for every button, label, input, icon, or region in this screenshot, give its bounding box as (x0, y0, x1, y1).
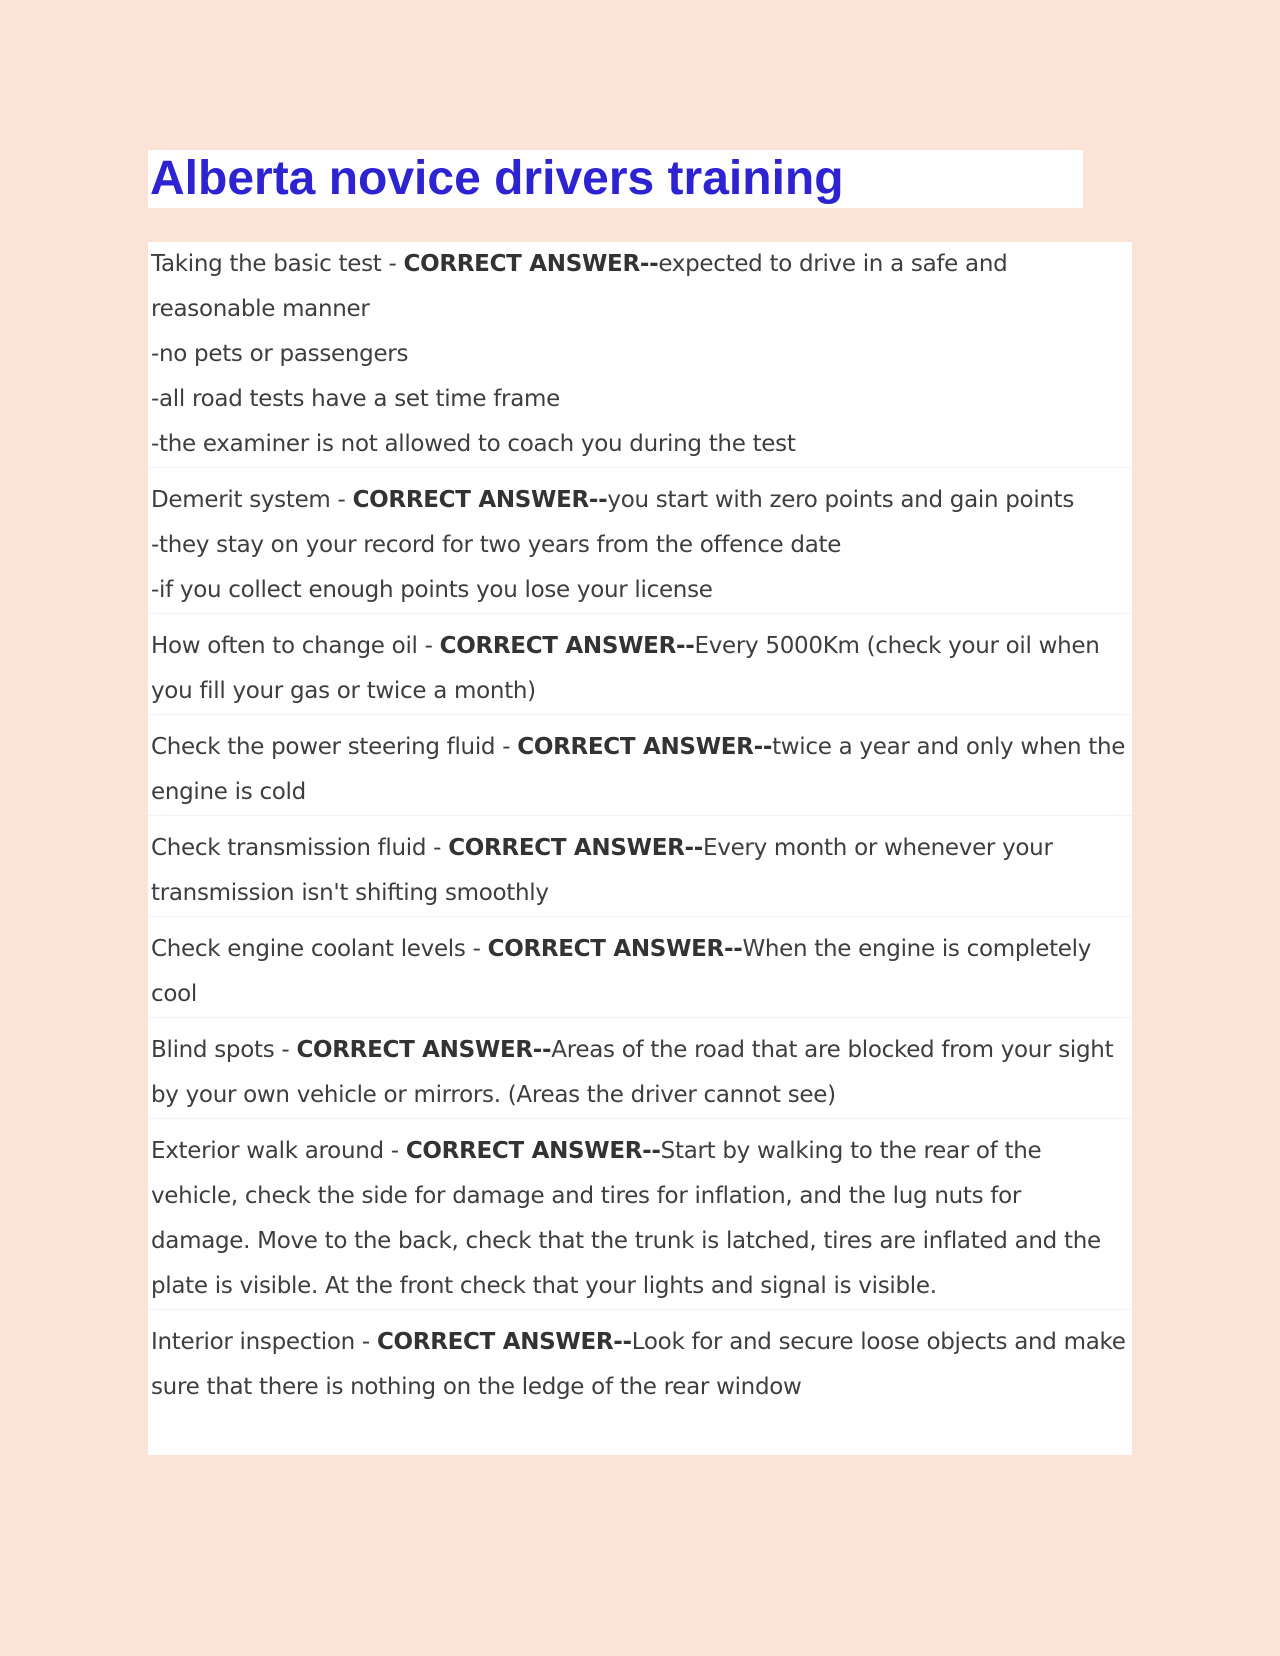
answer-label: CORRECT ANSWER-- (439, 633, 695, 659)
flashcard-entry (148, 624, 1132, 715)
flashcard-entry (148, 927, 1132, 1018)
entry-answer: twice a year and only when the engine is cold (151, 734, 1126, 805)
answer-label: CORRECT ANSWER-- (405, 1138, 661, 1164)
entry-term: Taking the basic test - (151, 251, 404, 277)
flashcard-entry (148, 725, 1132, 816)
entry-answer: Every month or whenever your transmission isn't shifting smoothly (151, 835, 1053, 906)
answer-label: CORRECT ANSWER-- (296, 1037, 552, 1063)
entry-answer: Look for and secure loose objects and make sure that there is nothing on the ledge of the rear window (151, 1329, 1126, 1400)
entry-answer: Start by walking to the rear of the vehicle, check the side for damage and tires for inflation, and the lug nuts for damage. Move to the back, check that the trunk is latched, tires are inflated and the plate is visible. At the front check that your lights and signal is visible. (151, 1138, 1101, 1299)
flashcard-entry (148, 242, 1132, 468)
entry-term: Demerit system - (151, 487, 353, 513)
title-box (148, 150, 1083, 208)
entry-answer: When the engine is completely cool (151, 936, 1092, 1007)
entry-detail: -they stay on your record for two years from the offence date (151, 532, 842, 558)
entry-detail: -all road tests have a set time frame (151, 386, 560, 412)
answer-label: CORRECT ANSWER-- (517, 734, 773, 760)
entry-detail: -no pets or passengers (151, 341, 409, 367)
entry-term: Exterior walk around - (151, 1138, 406, 1164)
flashcard-entry (148, 478, 1132, 614)
entry-detail: -the examiner is not allowed to coach you during the test (151, 431, 796, 457)
flashcard-entry (148, 1320, 1132, 1410)
entry-term: Check transmission fluid - (151, 835, 449, 861)
flashcard-entry (148, 826, 1132, 917)
entry-term: Check the power steering fluid - (151, 734, 518, 760)
entry-term: How often to change oil - (151, 633, 440, 659)
entry-term: Interior inspection - (151, 1329, 377, 1355)
entry-answer: expected to drive in a safe and reasonable manner (151, 251, 1008, 322)
entry-term: Blind spots - (151, 1037, 297, 1063)
entry-detail: -if you collect enough points you lose your license (151, 577, 713, 603)
answer-label: CORRECT ANSWER-- (487, 936, 743, 962)
entry-term: Check engine coolant levels - (151, 936, 488, 962)
document-title: Alberta novice drivers training (150, 152, 844, 205)
flashcard-list (148, 242, 1132, 1455)
answer-label: CORRECT ANSWER-- (352, 487, 608, 513)
flashcard-entry (148, 1028, 1132, 1119)
entry-answer: Every 5000Km (check your oil when you fill your gas or twice a month) (151, 633, 1100, 704)
flashcard-entry (148, 1129, 1132, 1310)
answer-label: CORRECT ANSWER-- (448, 835, 704, 861)
entry-answer: Areas of the road that are blocked from your sight by your own vehicle or mirrors. (Areas the driver cannot see) (151, 1037, 1114, 1108)
answer-label: CORRECT ANSWER-- (376, 1329, 632, 1355)
answer-label: CORRECT ANSWER-- (403, 251, 659, 277)
entry-answer: you start with zero points and gain points (607, 487, 1075, 513)
